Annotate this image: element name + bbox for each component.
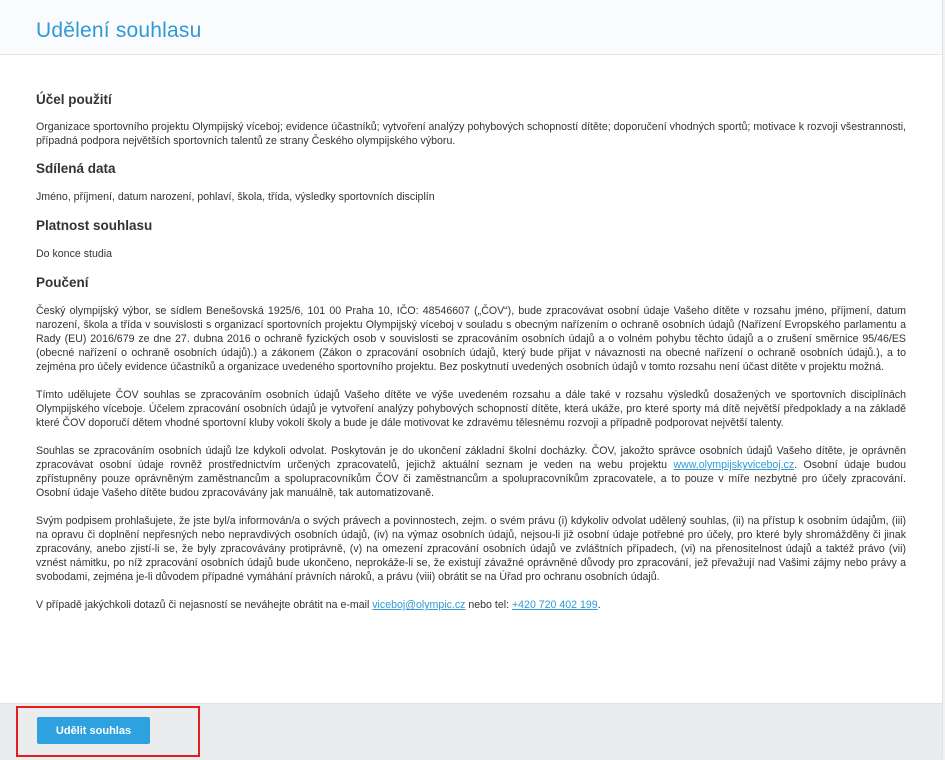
contact-text-mid: nebo tel: bbox=[465, 599, 512, 611]
contact-text-end: . bbox=[597, 599, 601, 611]
shared-data-text: Jméno, příjmení, datum narození, pohlaví, škola, třída, výsledky sportovních disciplín bbox=[36, 191, 435, 203]
notice-paragraph-1: Český olympijský výbor, se sídlem Benešovská 1925/6, 101 00 Praha 10, IČO: 48546607 („ČOV“), bude zpracovávat osobní údaje Vašeho dítěte v rozsahu jméno, příjmení, datum narození, škola a třída v souvislosti s organizací sportovních projektu Olympijský víceboj v souladu s obecným nařízením o ochraně osobních údajů (Nařízení Evropského parlamentu a Rady (EU) 2016/679 ze dne 27. dubna 2016 o ochraně fyzických osob v souvislosti se zpracováním osobních údajů a o volném pohybu těchto údajů a o zrušení směrnice 95/46/ES (obecné nařízení o ochraně osobních údajů).) a zákonem (Zákon o zpracování osobních údajů, který bude přijat v návaznosti na obecné nařízení o ochraně osobních údajů.), a to zejména pro účely evidence účastníků a organizace uvedeného sportovního projektu. Bez poskytnutí uvedených osobních údajů v tomto rozsahu není účast dítěte v projektu možná. bbox=[36, 305, 906, 373]
validity-text: Do konce studia bbox=[36, 248, 112, 260]
purpose-text: Organizace sportovního projektu Olympijský víceboj; evidence účastníků; vytvoření analýzy pohybových schopností dítěte; doporučení vhodných sportů; motivace k rozvoji všestrannosti, případná podpora největších sportovních talentů ze strany Českého olympijského výboru. bbox=[36, 121, 906, 147]
contact-paragraph bbox=[36, 598, 906, 612]
contact-phone-link[interactable]: +420 720 402 199 bbox=[511, 599, 598, 611]
notice-paragraph-2: Tímto udělujete ČOV souhlas se zpracováním osobních údajů Vašeho dítěte ve výše uvedeném rozsahu a dále také v rozsahu výsledků dosažených ve sportovních disciplínách Olympijského víceboje. Účelem zpracování osobních údajů je vytvoření analýzy pohybových schopností dítěte, která ukáže, pro které sporty má dítě největší předpoklady a na základě které ČOV doporučí dětem vhodné sportovní kluby vokolí školy a bude je dále motivovat ke zdravému tělesnému rozvoji a případně podporovat největší talenty. bbox=[36, 389, 906, 429]
grant-consent-button[interactable]: Udělit souhlas bbox=[37, 717, 150, 744]
notice-paragraph-3 bbox=[36, 444, 906, 500]
validity-heading: Platnost souhlasu bbox=[36, 218, 153, 233]
notice-paragraph-4: Svým podpisem prohlašujete, že jste byl/a informován/a o svých právech a povinnostech, zejm. o svém právu (i) kdykoliv odvolat udělený souhlas, (ii) na přístup k osobním údajům, (iii) na opravu či doplnění nepřesných nebo nepravdivých osobních údajů, (iv) na výmaz osobních údajů, nejsou-li již osobní údaje potřebné pro účely, pro které byly shromážděny či jinak zpracovány, anebo zjistí-li se, že byly zpracovávány protiprávně, (v) na omezení zpracování osobních údajů ve zvláštních případech, (vi) na přenositelnost údajů a taktéž právo (vii) vznést námitku, po níž zpracování osobních údajů bude ukončeno, neprokáže-li se, že existují závažné oprávněné důvody pro zpracování, jež převažují nad Vašimi zájmy nebo právy a svobodami, zejména je-li důvodem případné vymáhání právních nároků, a právu (viii) obrátit se na Úřad pro ochranu osobních údajů. bbox=[36, 515, 906, 583]
purpose-heading: Účel použití bbox=[36, 92, 112, 107]
project-website-link[interactable]: www.olympijskyviceboj.cz bbox=[673, 459, 795, 471]
notice-paragraph-3-end: . Osobní údaje budou zpřístupněny pouze oprávněným zaměstnancům a spolupracovníkům ČOV či zaměstnancům a spolupracovníkům zpracovatele, a to pouze v míře nezbytné pro účely zpracování. Osobní údaje Vašeho dítěte budou zpracovávány jak manuálně, tak automatizovaně. bbox=[36, 459, 906, 499]
dialog-header bbox=[0, 0, 942, 55]
contact-text-start: V případě jakýchkoli dotazů či nejasností se neváhejte obrátit na e-mail bbox=[36, 599, 373, 611]
dialog-title: Udělení souhlasu bbox=[36, 19, 202, 42]
notice-heading: Poučení bbox=[36, 275, 89, 290]
contact-email-link[interactable]: viceboj@olympic.cz bbox=[372, 599, 466, 611]
consent-content bbox=[0, 92, 942, 612]
dialog-footer bbox=[0, 703, 942, 760]
shared-data-heading: Sdílená data bbox=[36, 161, 116, 176]
notice-paragraph-3-start: Souhlas se zpracováním osobních údajů lze kdykoli odvolat. Poskytován je do ukončení základní školní docházky. ČOV, jakožto správce osobních údajů Vašeho dítěte, je oprávněn zpracovávat osobní údaje rovněž prostřednictvím určených zpracovatelů, jejichž aktuální seznam je veden na webu projektu bbox=[36, 445, 906, 471]
